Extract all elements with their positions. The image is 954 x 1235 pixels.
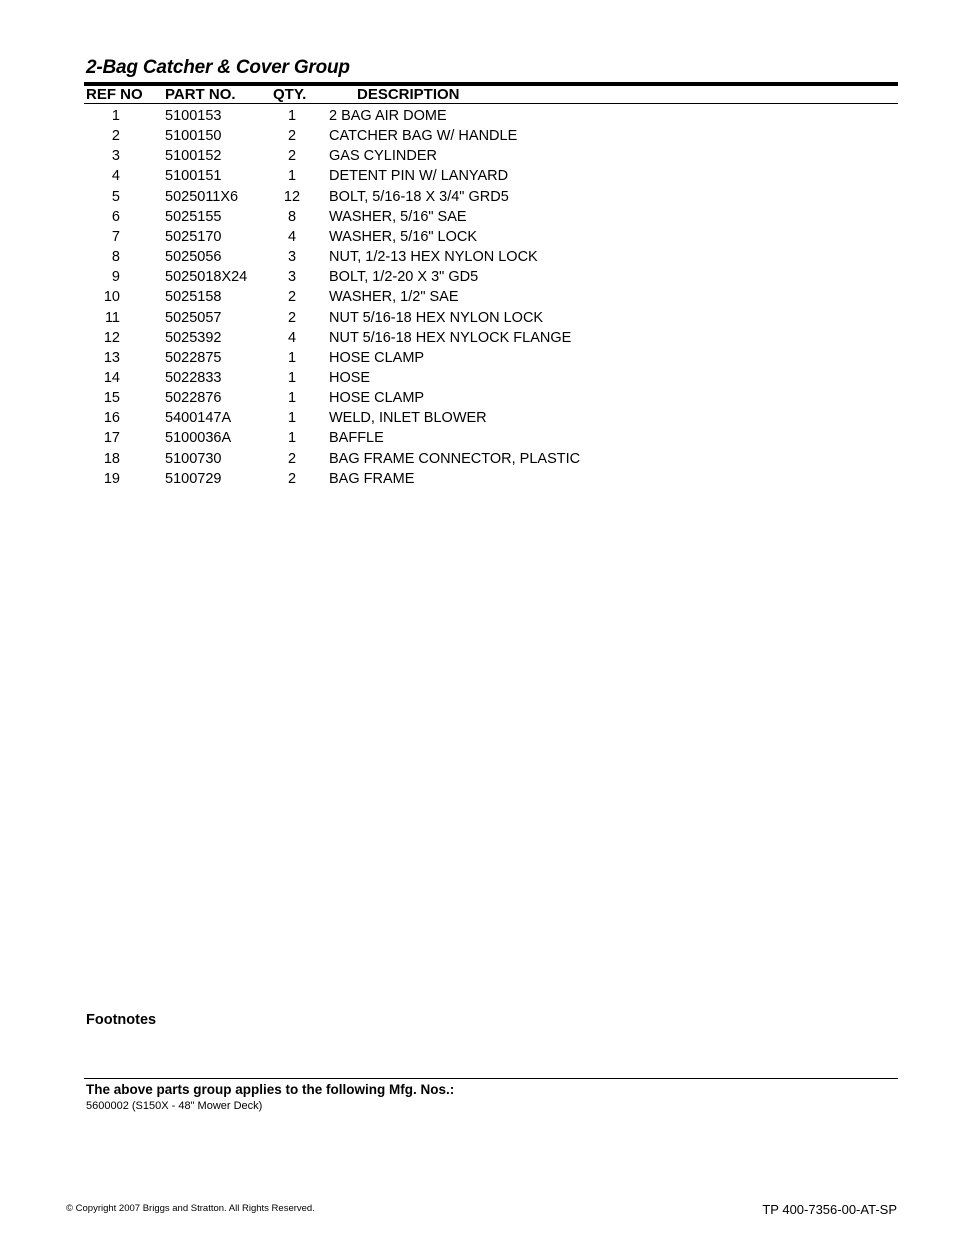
table-row [0, 229, 954, 249]
ref-no-cell: 2 [111, 128, 120, 145]
part-no-cell: 5100729 [165, 470, 222, 487]
table-row [0, 168, 954, 188]
footnotes-label: Footnotes [86, 1012, 157, 1028]
mfg-numbers: 5600002 (S150X - 48" Mower Deck) [86, 1100, 263, 1112]
description-cell: BAFFLE [329, 430, 384, 447]
table-row [0, 390, 954, 410]
description-cell: WASHER, 1/2" SAE [329, 289, 459, 306]
description-cell: BOLT, 1/2-20 X 3" GD5 [329, 269, 479, 286]
qty-cell: 1 [287, 108, 297, 124]
ref-no-cell: 4 [111, 168, 120, 185]
qty-cell: 1 [287, 390, 297, 407]
description-cell: NUT 5/16-18 HEX NYLON LOCK [329, 309, 544, 326]
description-cell: CATCHER BAG W/ HANDLE [329, 128, 518, 145]
qty-cell: 3 [287, 249, 297, 266]
ref-no-cell: 8 [111, 249, 120, 266]
part-no-cell: 5022876 [165, 390, 222, 407]
part-no-cell: 5025170 [165, 228, 222, 245]
table-row [0, 471, 954, 491]
part-no-cell: 5100153 [165, 108, 222, 124]
part-no-cell: 5100151 [165, 168, 222, 185]
part-no-cell: 5022875 [165, 349, 222, 366]
qty-cell: 2 [287, 470, 297, 487]
description-cell: WASHER, 5/16" SAE [329, 208, 467, 225]
ref-no-cell: 19 [103, 470, 120, 487]
qty-cell: 2 [287, 289, 297, 306]
qty-cell: 2 [287, 148, 297, 165]
ref-no-cell: 12 [103, 329, 120, 346]
part-no-cell: 5400147A [165, 410, 232, 427]
qty-cell: 8 [287, 208, 297, 225]
table-row [0, 209, 954, 229]
qty-cell: 1 [287, 349, 297, 366]
description-cell: WELD, INLET BLOWER [329, 410, 487, 427]
qty-cell: 2 [287, 450, 297, 467]
description-cell: BAG FRAME [329, 470, 415, 487]
description-cell: BOLT, 5/16-18 X 3/4" GRD5 [329, 188, 509, 205]
description-cell: HOSE CLAMP [329, 349, 425, 366]
qty-cell: 4 [287, 228, 297, 245]
header-rule [84, 103, 898, 104]
table-row [0, 430, 954, 450]
table-row [0, 289, 954, 309]
table-row [0, 370, 954, 390]
header-part-no: PART NO. [165, 86, 236, 103]
ref-no-cell: 11 [104, 309, 120, 326]
part-no-cell: 5100152 [165, 148, 222, 165]
header-description: DESCRIPTION [357, 86, 460, 103]
applies-label: The above parts group applies to the following Mfg. Nos.: [86, 1082, 455, 1097]
description-cell: NUT, 1/2-13 HEX NYLON LOCK [329, 249, 538, 266]
ref-no-cell: 17 [103, 430, 120, 447]
description-cell: 2 BAG AIR DOME [329, 108, 447, 124]
qty-cell: 1 [287, 430, 297, 447]
description-cell: DETENT PIN W/ LANYARD [329, 168, 509, 185]
ref-no-cell: 6 [111, 208, 120, 225]
footer-rule [84, 1078, 898, 1079]
header-qty: QTY. [273, 86, 307, 103]
table-row [0, 148, 954, 168]
ref-no-cell: 16 [103, 410, 120, 427]
part-no-cell: 5025155 [165, 208, 222, 225]
qty-cell: 1 [287, 410, 297, 427]
table-row [0, 189, 954, 209]
ref-no-cell: 14 [103, 369, 120, 386]
qty-cell: 1 [287, 168, 297, 185]
table-row [0, 128, 954, 148]
ref-no-cell: 1 [111, 108, 120, 124]
document-number: TP 400-7356-00-AT-SP [762, 1202, 897, 1217]
qty-cell: 4 [287, 329, 297, 346]
ref-no-cell: 9 [111, 269, 120, 286]
ref-no-cell: 5 [111, 188, 120, 205]
qty-cell: 3 [287, 269, 297, 286]
ref-no-cell: 10 [103, 289, 120, 306]
ref-no-cell: 3 [111, 148, 120, 165]
description-cell: BAG FRAME CONNECTOR, PLASTIC [329, 450, 581, 467]
table-row [0, 330, 954, 350]
table-row [0, 451, 954, 471]
table-row [0, 249, 954, 269]
page-title: 2-Bag Catcher & Cover Group [86, 57, 350, 78]
part-no-cell: 5025018X24 [165, 269, 248, 286]
ref-no-cell: 15 [103, 390, 120, 407]
description-cell: WASHER, 5/16" LOCK [329, 228, 478, 245]
copyright: © Copyright 2007 Briggs and Stratton. All Rights Reserved. [66, 1203, 315, 1214]
part-no-cell: 5025056 [165, 249, 222, 266]
qty-cell: 12 [283, 188, 301, 205]
part-no-cell: 5025011X6 [165, 188, 239, 205]
description-cell: GAS CYLINDER [329, 148, 437, 165]
table-row [0, 410, 954, 430]
qty-cell: 2 [287, 309, 297, 326]
part-no-cell: 5025057 [165, 309, 222, 326]
table-row [0, 108, 954, 128]
part-no-cell: 5100730 [165, 450, 222, 467]
table-row [0, 310, 954, 330]
table-row [0, 350, 954, 370]
description-cell: HOSE [329, 369, 371, 386]
qty-cell: 1 [287, 369, 297, 386]
table-row [0, 269, 954, 289]
ref-no-cell: 13 [103, 349, 120, 366]
part-no-cell: 5022833 [165, 369, 222, 386]
part-no-cell: 5100036A [165, 430, 232, 447]
description-cell: NUT 5/16-18 HEX NYLOCK FLANGE [329, 329, 572, 346]
description-cell: HOSE CLAMP [329, 390, 425, 407]
ref-no-cell: 7 [111, 228, 120, 245]
qty-cell: 2 [287, 128, 297, 145]
header-ref-no: REF NO [86, 86, 143, 103]
ref-no-cell: 18 [103, 450, 120, 467]
part-no-cell: 5100150 [165, 128, 222, 145]
part-no-cell: 5025158 [165, 289, 222, 306]
part-no-cell: 5025392 [165, 329, 222, 346]
